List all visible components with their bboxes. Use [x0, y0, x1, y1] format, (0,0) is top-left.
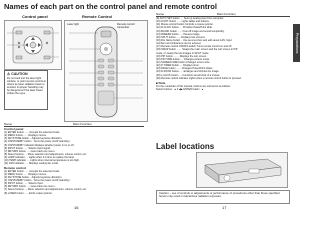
table-row: (10) LIGHT button ...... Lights tablet and buttons.	[156, 20, 210, 24]
note-heading: ■ Note	[156, 80, 166, 85]
note-line: Select buttons : ▲▼◀▶ ENTER button : ●	[156, 87, 204, 91]
page-title: Names of each part on the control panel and remote control	[4, 2, 217, 11]
note-icon: ■	[156, 80, 158, 85]
table-row: (24) D.ZOOM button ..... Enlarges and shrinks the image.	[156, 70, 220, 74]
table-row: (25) L-CLICK button .... Functions as left click of a mouse.	[156, 73, 221, 77]
table-row: numbers and characters can be entered.	[156, 42, 202, 46]
caution-line: be dangerous if the laser beam	[7, 89, 43, 93]
remote-control-drawing	[65, 21, 147, 121]
table-row: (2) MENU button ...... Displays menus.	[4, 172, 47, 176]
table-row: (21) SCREEN SIZE button Changes screen size.	[156, 60, 211, 64]
table-row: (16) File Name button .. Use as a text box and edit saved LAN. Input	[156, 38, 232, 42]
table-row: (9) AUTO SET button .... Sets up analog input from computer.	[156, 17, 224, 20]
table-row: (4) ON/STANDBY button . Turns the power on/off (standby).	[4, 178, 71, 182]
table-row: (26) Remote control indicator Lights when a remote control button is pressed.	[156, 76, 242, 80]
col-function: Main Function	[216, 12, 236, 16]
col-function: Main Function	[72, 122, 92, 126]
table-row: (22) P-TIMER button .... Displays timer.	[156, 64, 200, 68]
remote-control-label: Remote Control	[82, 14, 112, 19]
projector-drawing	[197, 153, 287, 187]
label-locations-title: Label locations	[156, 142, 215, 151]
table-row: (2) MENU button ...... Displays menus.	[4, 134, 47, 138]
table-row: (3) KEYSTONE button .. Adjusts keystone distortion.	[4, 137, 63, 141]
table-row: (5) ON/STANDBY indicator Displays whether power is on or off.	[4, 143, 75, 147]
note-line: For the remainder of this manual, buttons are referred to as follows:	[156, 84, 231, 88]
remote-transmitter-note: Remote control transmitter	[117, 23, 135, 30]
control-panel-figure	[4, 20, 62, 70]
col-name: Name	[4, 122, 13, 126]
caution-line: strikes the eyes.	[7, 92, 26, 96]
table-row: mode, or swaps the two images in SPLIT mode.	[156, 51, 210, 55]
warning-icon: ⚠	[7, 72, 11, 76]
left-table	[4, 122, 144, 195]
table-row: (7) Select buttons .... Menu selection and adjustments, volume control, etc.	[4, 188, 87, 192]
remote-control-figure	[64, 20, 148, 122]
table-row: (11) FAN indicator ..... Displays cooling fan mode.	[4, 162, 59, 166]
table-row: (6) RETURN button ..... Goes back one menu.	[4, 185, 56, 189]
laser-caution-text: Caution – use of controls or adjustments or performance of procedures other than those specified herein may result in hazardous radiation exposure.	[159, 191, 280, 199]
table-row: (15) SPLIT button ...... Displays two screens.	[156, 35, 206, 39]
table-row: (3) KEYSTONE button .. Adjusts keystone distortion.	[4, 175, 63, 179]
caution-line: Do not look into the laser light	[7, 77, 42, 80]
col-name: Name	[156, 12, 165, 16]
table-row: (11) Mouse control button Controls a mouse pointer.	[156, 23, 214, 27]
caution-line: emitted. Improper handling may	[7, 86, 44, 90]
table-row: (13) BLANK button ...... Cuts off image and sound temporarily.	[156, 29, 225, 33]
table-row: (17) Remote control ON/OFF switch Turns remote control on and off.	[156, 45, 232, 49]
table-row: (6) INPUT button ...... Selects input signal.	[4, 146, 51, 150]
table-row: (8) LASER button ...... Emits a laser pointer.	[4, 191, 53, 195]
page-number-left: 16	[74, 205, 79, 210]
caution-line: window, or point remote control at	[7, 80, 46, 84]
caution-line: others as laser radiation beam is	[7, 83, 45, 87]
control-panel-drawing	[5, 21, 61, 69]
side-tab: Preparations	[293, 24, 300, 62]
table-row: (9) LAMP indicator .... Lights when it is time to replace the lamp.	[4, 156, 75, 160]
control-panel-heading: Control panel	[4, 127, 24, 131]
table-row: (19) PIP button ........ Displays the sub screen.	[156, 54, 207, 58]
table-row: (23) PAGE button ....... Changes PowerPoint slides.	[156, 67, 214, 71]
projector-figure	[196, 152, 288, 188]
table-row: (14) FREEZE button ..... Pauses image.	[156, 32, 201, 36]
page-number-right: 17	[222, 205, 227, 210]
table-row: (1) ENTER button ...... Accepts the selected mode.	[4, 131, 60, 134]
table-row: (8) Select buttons .... Menu selection and adjustments, volume control, etc.	[4, 152, 87, 156]
table-row: (7) RETURN button ..... Goes back one menu.	[4, 149, 56, 153]
table-row: (4) ON/STANDBY button . Turns the power on/off (standby).	[4, 140, 71, 144]
laser-caution-note	[156, 190, 290, 204]
table-row: (12) R-CLICK button .... Provides PowerPoint slide.	[156, 26, 213, 30]
control-panel-label: Control panel	[22, 14, 48, 19]
table-row: (20) PICTURE button .... Changes picture mode.	[156, 57, 210, 61]
caution-heading: ⚠ CAUTION	[7, 72, 28, 76]
caution-box	[4, 70, 48, 110]
table-row: (1) ENTER button ...... Accepts the selected mode.	[4, 169, 60, 173]
table-row: (5) INPUT button ...... Selects input.	[4, 182, 44, 186]
remote-control-heading: Remote control	[4, 165, 27, 170]
laser-light-note: Laser light	[67, 23, 79, 26]
table-row: (10) TEMP indicator .... Lights when internal temperature is too high.	[4, 159, 80, 163]
right-table	[156, 12, 290, 91]
table-row: (18) SWAP button ....... Swaps the main screen and the sub screen in PIP	[156, 48, 238, 52]
